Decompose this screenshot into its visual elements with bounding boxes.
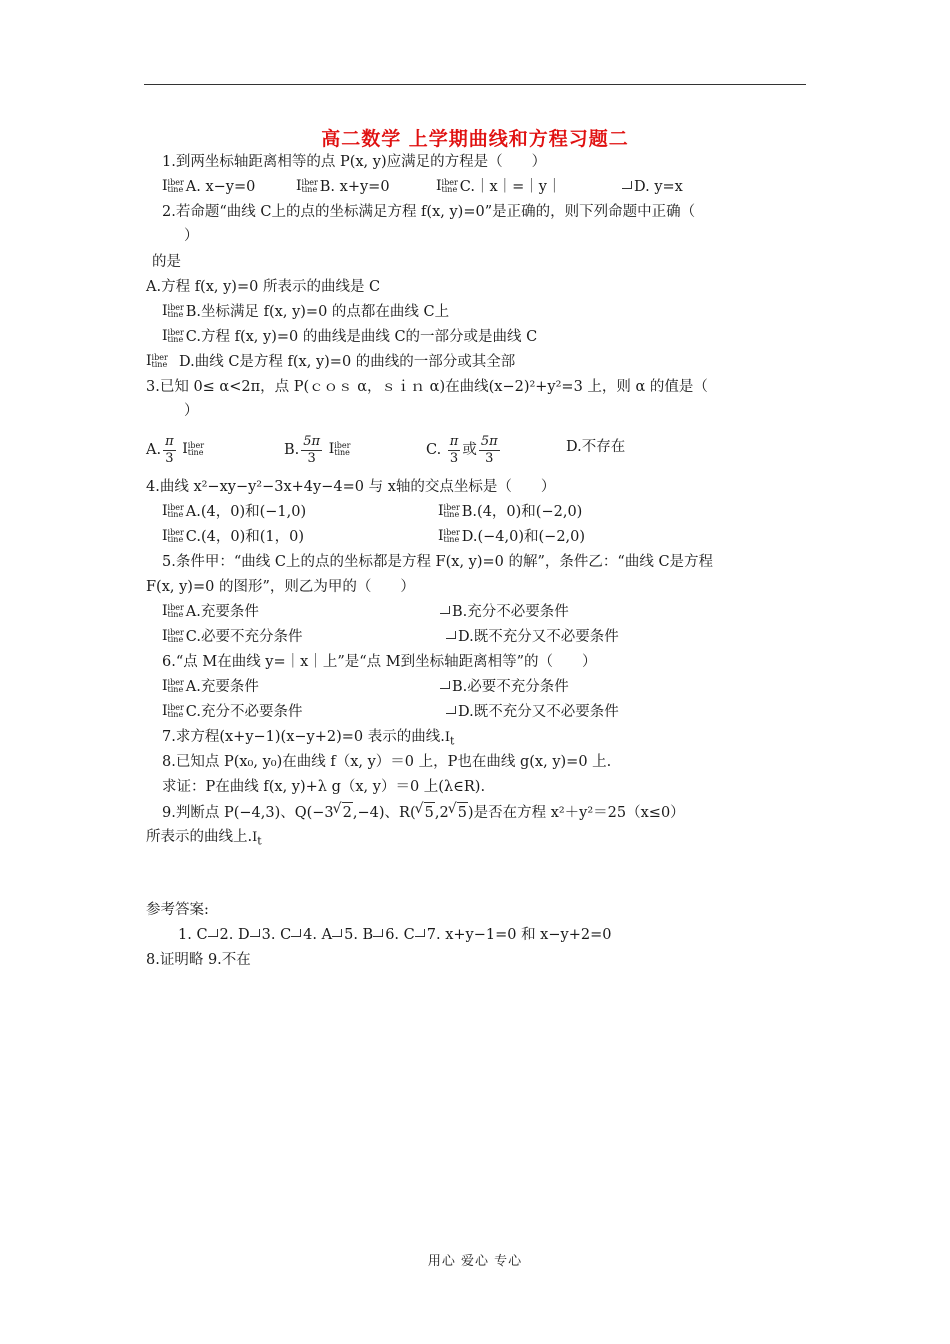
- footnote-mark: Iiber tine: [436, 178, 458, 194]
- footnote-mark: Iiber tine: [182, 441, 205, 457]
- dash-mark: [440, 606, 450, 614]
- q1-option-b: Iiber tine B. x+y=0: [296, 178, 390, 195]
- q8-stem: 8.已知点 P(x₀, y₀)在曲线 f（x, y）＝0 上，P也在曲线 g(x, y)=0 上.: [162, 754, 612, 770]
- q9-stem: 9.判断点 P(−4,3)、Q(−3√ 2,−4)、R(√ 5,2√ 5)是否在方程 x²＋y²＝25（x≤0）: [162, 802, 685, 823]
- q5-stem-cont: F(x, y)=0 的图形”，则乙为甲的（ ）: [146, 579, 415, 595]
- sqrt: √ 5: [424, 802, 435, 823]
- q2-stem-paren: ）: [184, 228, 199, 244]
- dash-mark: [332, 929, 342, 937]
- fraction: $\frac{5\pi}{3}$: [303, 433, 321, 466]
- footnote-mark: Iiber tine: [162, 178, 184, 194]
- dash-mark: [440, 681, 450, 689]
- dash-mark: [446, 631, 456, 639]
- q3-option-c: C. $\frac{\pi}{3}$ 或 $\frac{5\pi}{3}$: [426, 433, 498, 466]
- page-footer: 用心 爱心 专心: [427, 1254, 523, 1269]
- q2-stem: 2.若命题“曲线 C上的点的坐标满足方程 f(x, y)=0”是正确的，则下列命题中正确（: [162, 204, 696, 220]
- header-rule: [144, 84, 806, 85]
- q1-option-c: Iiber tine C.｜x｜=｜y｜: [436, 178, 562, 195]
- footnote-mark: $I_t$: [444, 730, 455, 748]
- answers-line-2: 8.证明略 9.不在: [146, 952, 251, 968]
- fraction: $\frac{\pi}{3}$: [165, 433, 174, 466]
- q3-option-a: A. $\frac{\pi}{3}$ Iiber tine: [146, 433, 205, 466]
- sqrt: √ 5: [457, 802, 468, 823]
- footnote-mark: Iiber tine: [162, 603, 184, 619]
- footnote-mark: Iiber tine: [146, 353, 168, 369]
- q5-option-c: Iiber tine C.必要不充分条件: [162, 628, 303, 645]
- q3-option-d: D.不存在: [566, 439, 626, 455]
- q5-option-b: B.充分不必要条件: [440, 602, 569, 622]
- q6-option-a: Iiber tine A.充要条件: [162, 678, 259, 695]
- fraction: $\frac{\pi}{3}$: [449, 433, 459, 466]
- answers-line-1: 1. C 2. D 3. C 4. A 5. B 6. C 7. x+y−1=0 和 x−y+2=0: [178, 927, 612, 943]
- q1-option-d: D. y=x: [622, 177, 683, 197]
- q2-option-c: Iiber tine C.方程 f(x, y)=0 的曲线是曲线 C的一部分或是曲线 C: [162, 328, 538, 345]
- q5-option-d: D.既不充分又不必要条件: [446, 627, 619, 647]
- q2-option-a: A.方程 f(x, y)=0 所表示的曲线是 C: [146, 279, 381, 295]
- q8-proof-prompt: 求证：P在曲线 f(x, y)+λ g（x, y）＝0 上(λ∈R).: [162, 779, 486, 795]
- q5-stem: 5.条件甲：“曲线 C上的点的坐标都是方程 F(x, y)=0 的解”，条件乙：“曲线 C是方程: [162, 554, 714, 570]
- dash-mark: [446, 706, 456, 714]
- q2-option-b: Iiber tine B.坐标满足 f(x, y)=0 的点都在曲线 C上: [162, 303, 450, 320]
- q6-option-d: D.既不充分又不必要条件: [446, 702, 619, 722]
- footnote-mark: Iiber tine: [162, 528, 184, 544]
- footnote-mark: Iiber tine: [162, 703, 184, 719]
- dash-mark: [250, 929, 260, 937]
- q4-stem: 4.曲线 x²−xy−y²−3x+4y−4=0 与 x轴的交点坐标是（ ）: [146, 479, 556, 495]
- q4-option-b: Iiber tine B.(4，0)和(−2,0): [438, 503, 583, 520]
- dash-mark: [208, 929, 218, 937]
- q3-stem-paren: ）: [184, 403, 199, 419]
- dash-mark: [291, 929, 301, 937]
- q2-stem-end: 的是: [152, 254, 181, 270]
- q4-option-a: Iiber tine A.(4，0)和(−1,0): [162, 503, 307, 520]
- footnote-mark: Iiber tine: [162, 328, 184, 344]
- sqrt: √ 2: [342, 802, 353, 823]
- footnote-mark: Iiber tine: [296, 178, 318, 194]
- q6-option-c: Iiber tine C.充分不必要条件: [162, 703, 303, 720]
- footnote-mark: Iiber tine: [162, 503, 184, 519]
- q4-option-d: Iiber tine D.(−4,0)和(−2,0): [438, 528, 586, 545]
- q5-option-a: Iiber tine A.充要条件: [162, 603, 259, 620]
- q1-stem: 1.到两坐标轴距离相等的点 P(x, y)应满足的方程是（ ）: [162, 154, 547, 170]
- footnote-mark: Iiber tine: [162, 303, 184, 319]
- q9-stem-cont: 所表示的曲线上$.I_t$: [146, 829, 262, 848]
- footnote-mark: Iiber tine: [438, 503, 460, 519]
- footnote-mark: Iiber tine: [162, 628, 184, 644]
- q3-stem: 3.已知 0≤ α<2π，点 P(ｃｏｓ α，ｓｉｎ α)在曲线(x−2)²+y²=3 上，则 α 的值是（: [146, 379, 708, 395]
- q7-stem: 7.求方程(x+y−1)(x−y+2)=0 表示的曲线$.I_t$: [162, 729, 455, 748]
- dash-mark: [415, 929, 425, 937]
- answers-heading: 参考答案:: [146, 902, 209, 918]
- fraction: $\frac{5\pi}{3}$: [480, 433, 498, 466]
- q2-option-d: Iiber tine D.曲线 C是方程 f(x, y)=0 的曲线的一部分或其全部: [146, 353, 516, 370]
- q1-option-a: Iiber tine A. x−y=0: [162, 178, 256, 195]
- q3-option-b: B. $\frac{5\pi}{3}$ Iiber tine: [284, 433, 351, 466]
- dash-mark: [373, 929, 383, 937]
- footnote-mark: Iiber tine: [438, 528, 460, 544]
- page-title: 高二数学 上学期曲线和方程习题二: [321, 128, 629, 150]
- footnote-mark: Iiber tine: [328, 441, 351, 457]
- q6-option-b: B.必要不充分条件: [440, 677, 569, 697]
- dash-mark: [622, 181, 632, 189]
- q4-option-c: Iiber tine C.(4，0)和(1，0): [162, 528, 304, 545]
- q6-stem: 6.“点 M在曲线 y=｜x｜上”是“点 M到坐标轴距离相等”的（ ）: [162, 654, 597, 670]
- footnote-mark: Iiber tine: [162, 678, 184, 694]
- footnote-mark: $I_t$: [252, 830, 262, 848]
